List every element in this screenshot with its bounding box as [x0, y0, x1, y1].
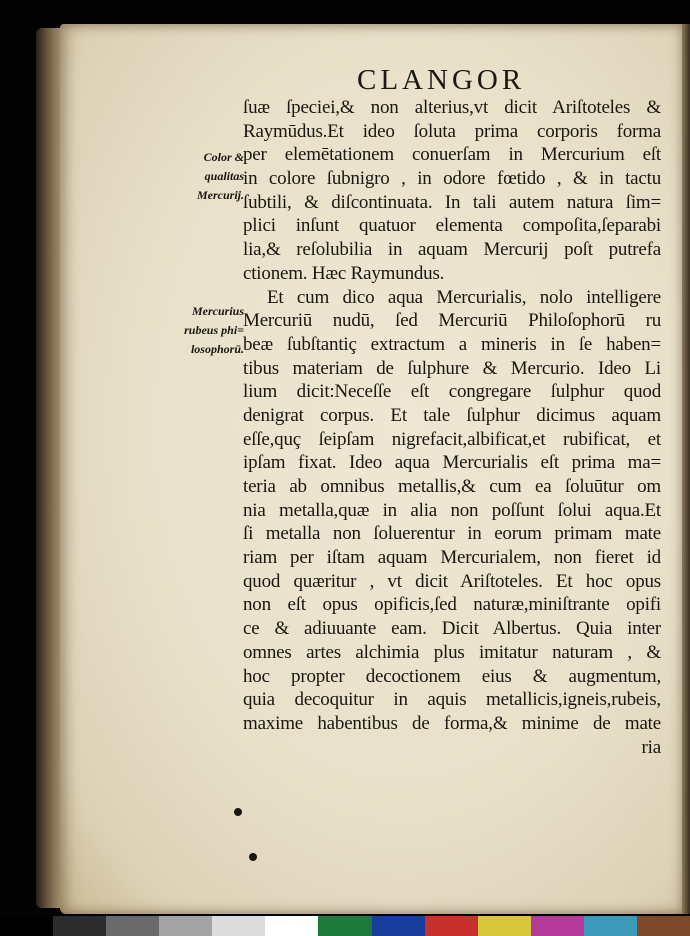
text-line: Mercuriū nudū, ſed Mercuriū Philoſophorū ru	[243, 310, 661, 332]
margin-note-color-qualitas	[178, 148, 244, 205]
text-line: maxime habentibus de forma,& minime de mate	[243, 712, 661, 734]
ink-spot	[234, 808, 242, 816]
margin-note-line: qualitas	[204, 169, 244, 183]
page-right-edge	[682, 24, 690, 914]
margin-note-line: losophorū.	[190, 342, 244, 356]
text-line: riam per iſtam aquam Mercurialem, non fieret id	[243, 547, 661, 569]
text-line: Raymūdus.Et ideo ſoluta prima corporis forma	[243, 120, 661, 142]
color-patch	[425, 916, 478, 936]
text-line: nia metalla,quæ in alia non poſſunt ſolui aqua.Et	[243, 499, 661, 521]
text-line: ſuæ ſpeciei,& non alterius,vt dicit Ariſtoteles &	[243, 97, 661, 118]
ink-spot	[249, 853, 257, 861]
text-line: ſubtili, & diſcontinuata. In tali autem natura ſim=	[243, 191, 661, 213]
text-line: denigrat corpus. Et tale ſulphur dicimus aquam	[243, 404, 661, 426]
text-line: non eſt opus opificis,ſed naturæ,miniſtrante opifi	[243, 594, 661, 616]
text-line: lium dicit:Neceſſe eſt congregare ſulphur quod	[243, 381, 661, 403]
color-calibration-strip	[0, 916, 690, 936]
text-line: quod quæritur , vt dicit Ariſtoteles. Et hoc opus	[243, 570, 661, 592]
color-patch	[212, 916, 265, 936]
margin-note-line: Mercurij.	[196, 188, 244, 202]
text-line: tibus materiam de ſulphure & Mercurio. Ideo Li	[243, 357, 661, 379]
color-patch	[372, 916, 425, 936]
text-line: ipſam fixat. Ideo aqua Mercurialis eſt prima ma=	[243, 452, 661, 474]
color-patch	[478, 916, 531, 936]
catchword: ria	[641, 736, 661, 758]
text-line: eſſe,quç ſeipſam nigrefacit,albificat,et rubificat, et	[243, 428, 661, 450]
color-patch	[584, 916, 637, 936]
color-patch	[53, 916, 106, 936]
color-patch	[637, 916, 690, 936]
text-line: in colore ſubnigro , in odore fœtido , & in tactu	[243, 168, 661, 190]
text-line: ctionem. Hæc Raymundus.	[243, 262, 445, 284]
color-patch	[0, 916, 53, 936]
color-patch	[531, 916, 584, 936]
text-line: quia decoquitur in aquis metallicis,igneis,rubeis,	[243, 689, 661, 711]
body-text	[243, 96, 661, 759]
margin-note-mercurius-rubeus	[164, 302, 244, 359]
color-patch	[106, 916, 159, 936]
color-patch	[159, 916, 212, 936]
text-line: ſi metalla non ſoluerentur in eorum primam mate	[243, 523, 661, 545]
text-line: Et cum dico aqua Mercurialis, nolo intelligere	[267, 286, 661, 308]
text-line: hoc propter decoctionem eius & augmentum,	[243, 665, 661, 687]
text-line: ce & adiuuante eam. Dicit Albertus. Quia inter	[243, 618, 661, 640]
text-line: lia,& reſolubilia in aquam Mercurij poſt putrefa	[243, 239, 661, 261]
text-line: beæ ſubſtantiç extractum a mineris in ſe haben=	[243, 333, 661, 355]
margin-note-line: Mercurius	[191, 304, 244, 318]
text-line: omnes artes alchimia plus imitatur naturam , &	[243, 641, 661, 663]
margin-note-line: rubeus phi=	[184, 323, 244, 337]
running-header: CLANGOR	[357, 64, 526, 96]
color-patch	[265, 916, 318, 936]
color-patch	[318, 916, 371, 936]
text-line: teria ab omnibus metallis,& cum ea ſoluūtur om	[243, 476, 661, 497]
text-line: plici inſunt quatuor elementa compoſita,ſeparabi	[243, 215, 661, 237]
margin-note-line: Color &	[203, 150, 244, 164]
text-line: per elemētationem conuerſam in Mercurium eſt	[243, 144, 661, 166]
